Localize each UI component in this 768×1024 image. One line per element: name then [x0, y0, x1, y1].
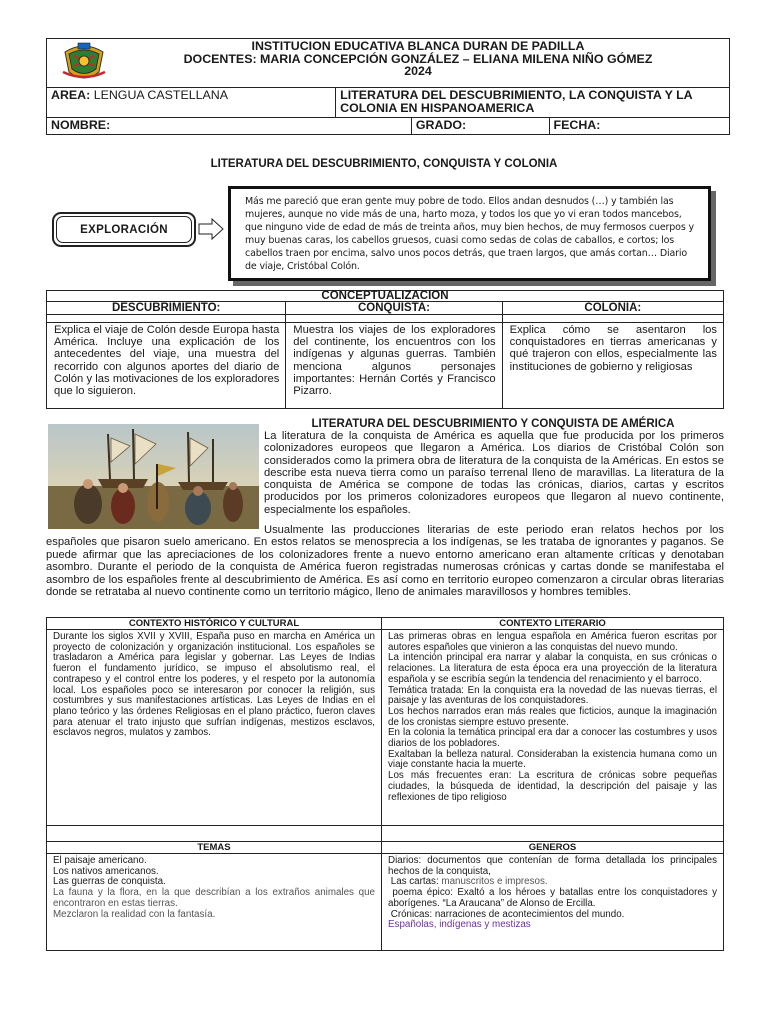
concept-body-row	[47, 323, 723, 408]
conceptualizacion-table	[46, 290, 724, 409]
document-title: LITERATURA DEL DESCUBRIMIENTO, CONQUISTA Y COLONIA	[210, 158, 558, 170]
historical-context-header: CONTEXTO HISTÓRICO Y CULTURAL	[47, 618, 382, 629]
concept-spacer-row	[47, 315, 723, 323]
school-crest-logo	[61, 42, 107, 82]
section-title: LITERATURA DEL DESCUBRIMIENTO Y CONQUISTA DE AMÉRICA	[311, 418, 675, 430]
area-row	[47, 88, 729, 118]
year-line: 2024	[404, 64, 432, 78]
lit-line: La intención principal era narrar y alabar la conquista, en sus crónicas o relaciones. La literatura de esta época era una proyección de la literatura española y se escribía según la tendencia del renacimiento y el barroco.	[388, 652, 717, 685]
lit-line: Temática tratada: En la conquista era la novedad de las nuevas tierras, el paisaje y las aventuras de los conquistadores.	[388, 684, 717, 707]
temas-generos-body	[47, 854, 723, 950]
cronicas-tipo: Españolas, indígenas y mestizas	[388, 919, 531, 931]
lit-line: En la colonia la temática principal era dar a conocer las costumbres y usos diarios de los pobladores.	[388, 727, 717, 750]
cartas-label: Las cartas:	[390, 876, 439, 888]
columbus-landing-painting	[48, 424, 259, 529]
student-row	[47, 118, 729, 134]
descubrimiento-text: Explica el viaje de Colón desde Europa hasta América. Incluye una explicación de los antecedentes del viaje, una muestra del recorrido con algunos aportes del diario de Colón y las motivaciones de los exploradores que lo siguieron.	[47, 323, 286, 408]
topic-cell: LITERATURA DEL DESCUBRIMIENTO, LA CONQUISTA Y LA COLONIA EN HISPANOAMERICA	[340, 88, 693, 115]
genero-diarios: Diarios: documentos que contenían de forma detallada los principales hechos de la conquista,	[388, 855, 717, 877]
school-name: INSTITUCION EDUCATIVA BLANCA DURAN DE PADILLA	[251, 39, 585, 53]
generos-list	[382, 854, 723, 950]
conquista-header: CONQUISTA:	[286, 302, 502, 314]
grado-field[interactable]: GRADO:	[412, 118, 550, 134]
header-title	[107, 40, 729, 78]
literary-context-header: CONTEXTO LITERARIO	[499, 618, 606, 629]
conquista-text: Muestra los viajes de los exploradores del continente, los encuentros con los indígenas y algunas guerras. También menciona algunos personajes importantes: Hernán Cortés y Francisco Pizarro.	[286, 323, 502, 408]
header-table	[46, 38, 730, 135]
area-label: AREA:	[51, 88, 91, 102]
genero-poema	[388, 888, 717, 909]
temas-generos-headers	[47, 842, 723, 854]
tema-item: La fauna y la flora, en la que describían a los extraños animales que encontraron en estas tierras.	[53, 887, 376, 909]
tema-item: Mezclaron la realidad con la fantasía.	[53, 908, 216, 920]
area-cell	[47, 88, 336, 117]
temas-list	[47, 854, 382, 950]
exploracion-box	[52, 212, 196, 247]
cronicas-text: Crónicas: narraciones de acontecimientos del mundo.	[390, 908, 625, 920]
historical-context-text: Durante los siglos XVII y XVIII, España puso en marcha en América un proyecto de colonización y organización institucional. Los españoles se trasladaron a América para legislar y gobernar. Las Leyes de Indias fueron el fundamento jurídico, se impuso el absolutismo real, el contrapeso y el control entre los poderes, y el respeto por la autonomía local. Los españoles poco se interesaron por conocer la religión, sus costumbres y sus manifestaciones artísticas. Las Leyes de Indias en el plano teórico y las órdenes Religiosas en el plano práctico, fueron claves para atenuar el trato injusto que sufrían indígenas, mestizos esclavos, esclavos negros, mulatos y zambos.	[47, 630, 382, 825]
fecha-field[interactable]: FECHA:	[553, 118, 601, 132]
cartas-value: manuscritos e impresos.	[441, 876, 548, 888]
descubrimiento-header: DESCUBRIMIENTO:	[47, 302, 286, 314]
teachers-line: DOCENTES: MARIA CONCEPCIÓN GONZÁLEZ – ELIANA MILENA NIÑO GÓMEZ	[183, 51, 653, 66]
literary-context-text	[382, 630, 723, 825]
nombre-field[interactable]: NOMBRE:	[47, 118, 412, 134]
lit-line: Los más frecuentes eran: La escritura de crónicas sobre pequeñas ciudades, la búsqueda de identidad, la descripción del paisaje y las reflexiones de tipo religioso	[388, 770, 717, 803]
second-paragraph: Usualmente las producciones literarias de este periodo eran relatos hechos por los españoles que pisaron suelo americano. En estos relatos se menosprecia a los indígenas, se les trataba de ignorantes y paganos. Se puede afirmar que las apreciaciones de los colonizadores frente a nuevo entorno americano eran altamente críticas y denotaban asombro. Durante el periodo de la conquista de América fueron registradas numerosas crónicas y cartas donde se manifestaba el asombro de los españoles frente al descubrimiento de América. Es así como en territorio europeo comenzaron a circular obras literarias donde se retrataba al nuevo continente como un territorio mágico, lleno de animales maravillosos y hombres temibles.	[46, 524, 724, 599]
tema-item: Los nativos americanos.	[53, 865, 159, 877]
colonia-header: COLONIA:	[584, 302, 642, 314]
intro-paragraph: La literatura de la conquista de América es aquella que fue producida por los primeros colonizadores europeos que llegaron a América. Los diarios de Cristóbal Colón son considerados como la primera obra de literatura de la conquista de la Américas. En estos se describe esta nueva tierra como un paraíso terrenal lleno de maravillas. La literatura de la conquista de América se compone de todas las crónicas, diarios, cartas y escritos producidos por los primeros colonizadores europeos que llegaron al nuevo continente, especialmente los españoles.	[264, 430, 724, 516]
conceptualizacion-title: CONCEPTUALIZACION	[47, 291, 723, 302]
contexto-table	[46, 617, 724, 951]
lit-line: Exaltaban la belleza natural. Consideraban la existencia humana como un viaje constante hacia la muerte.	[388, 748, 717, 771]
contexto-headers	[47, 618, 723, 630]
header-title-row	[47, 39, 729, 88]
tema-item: Las guerras de conquista.	[53, 876, 166, 888]
contexto-spacer-row	[47, 826, 723, 842]
concept-column-headers	[47, 302, 723, 315]
colonia-text: Explica cómo se asentaron los conquistadores en tierras americanas y qué trajeron con ellos, especialmente las instituciones de gobierno y religiosas	[509, 324, 717, 373]
temas-header: TEMAS	[47, 842, 382, 853]
lit-line: Las primeras obras en lengua española en América fueron escritas por autores españoles que vinieron a las conquistas del nuevo mundo.	[388, 631, 717, 653]
arrow-right-icon	[198, 218, 224, 240]
area-value: LENGUA CASTELLANA	[93, 88, 228, 102]
generos-header: GENEROS	[528, 842, 577, 853]
exploracion-label: EXPLORACIÓN	[80, 223, 168, 236]
tema-item: El paisaje americano.	[53, 855, 147, 866]
lit-line: Los hechos narrados eran más reales que ficticios, aunque la imaginación de los cronistas siempre estuvo presente.	[388, 705, 717, 728]
colon-quote: Más me pareció que eran gente muy pobre de todo. Ellos andan desnudos (…) y también las mujeres, aunque no vide más de una, harto moza, y todos los que yo vi eran todos mancebos, que ninguno vide de edad de más de treinta años, muy bien hechos, de muy fermosos cuerpos y muy buenas caras, los cabellos gruesos, cuasi como sedas de colas de caballos, e cortos; los cabellos traen por encima, salvo unos pocos detrás, que traen largos, que amás cortan… Diario de viaje, Cristóbal Colón.	[228, 186, 711, 281]
contexto-body	[47, 630, 723, 826]
poema-text: poema épico: Exaltó a los héroes y batallas entre los conquistadores y aborígenes. “La Araucana” de Alonso de Ercilla.	[388, 887, 717, 909]
